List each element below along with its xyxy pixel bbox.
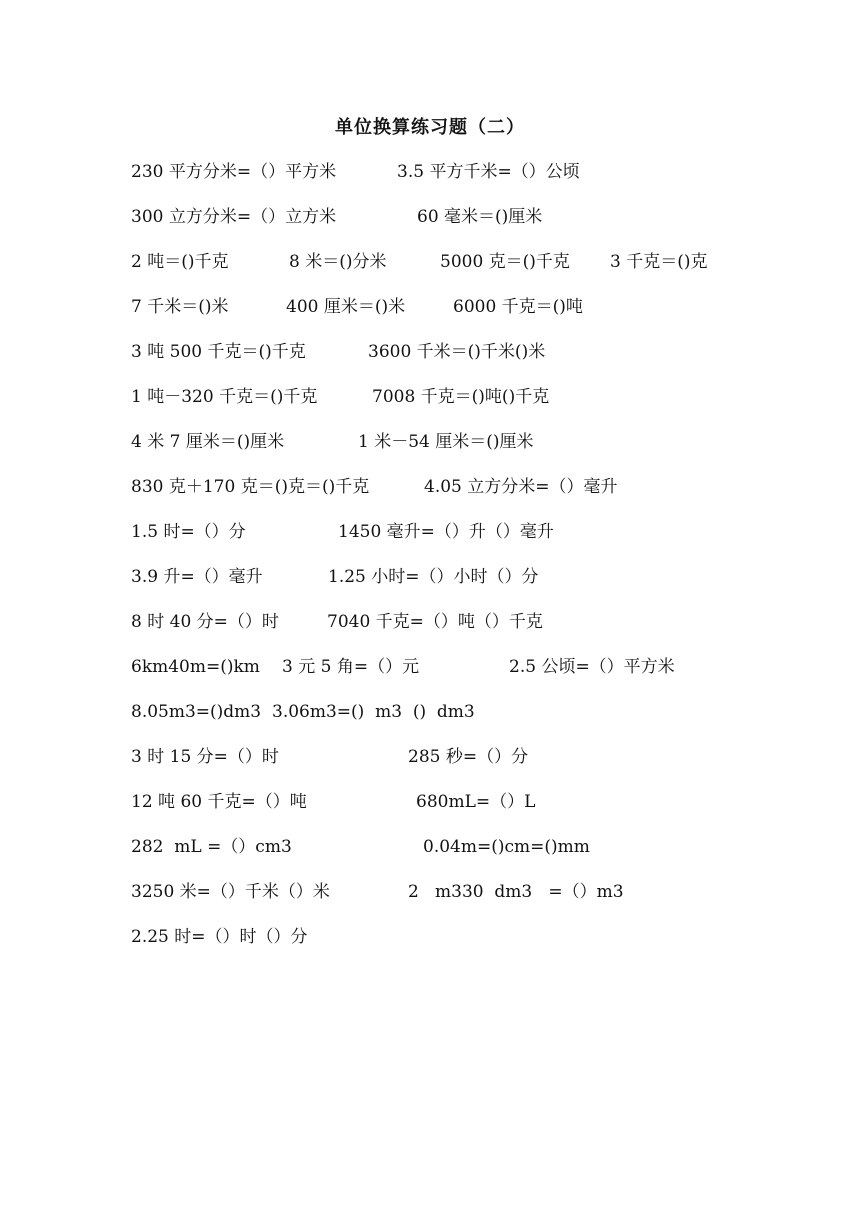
problem-item: 60 毫米＝()厘米	[417, 207, 543, 227]
problem-row	[131, 247, 811, 292]
problem-row	[131, 922, 811, 967]
problem-item: 1 米－54 厘米＝()厘米	[358, 432, 534, 452]
problem-item: 1.25 小时=（）小时（）分	[328, 567, 539, 587]
problem-row	[131, 787, 811, 832]
problem-item: 830 克＋170 克＝()克＝()千克	[131, 477, 370, 497]
problem-row	[131, 517, 811, 562]
problem-item: 1450 毫升=（）升（）毫升	[338, 522, 554, 542]
problem-item: 285 秒=（）分	[408, 747, 529, 767]
problem-item: 3.06m3=() m3 () dm3	[272, 702, 475, 722]
problem-row	[131, 472, 811, 517]
problem-item: 3600 千米＝()千米()米	[368, 342, 546, 362]
problem-item: 7 千米＝()米	[131, 297, 229, 317]
problem-item: 300 立方分米=（）立方米	[131, 207, 337, 227]
problem-item: 12 吨 60 千克=（）吨	[131, 792, 307, 812]
problem-item: 3 吨 500 千克＝()千克	[131, 342, 306, 362]
problem-item: 1.5 时=（）分	[131, 522, 246, 542]
problem-item: 5000 克＝()千克	[440, 252, 570, 272]
problem-item: 0.04m=()cm=()mm	[423, 837, 590, 857]
problem-item: 3.9 升=（）毫升	[131, 567, 263, 587]
problem-item: 8 时 40 分=（）时	[131, 612, 279, 632]
problem-item: 3 时 15 分=（）时	[131, 747, 279, 767]
problem-item: 230 平方分米=（）平方米	[131, 162, 337, 182]
problem-item: 4.05 立方分米=（）毫升	[424, 477, 618, 497]
problem-row	[131, 427, 811, 472]
problem-item: 7040 千克=（）吨（）千克	[327, 612, 543, 632]
problem-item: 3 元 5 角=（）元	[282, 657, 420, 677]
problem-item: 400 厘米＝()米	[286, 297, 406, 317]
worksheet-title: 单位换算练习题（二）	[335, 117, 525, 138]
problem-row	[131, 607, 811, 652]
problem-row	[131, 742, 811, 787]
problem-row	[131, 697, 811, 742]
problem-row	[131, 337, 811, 382]
problem-item: 2.25 时=（）时（）分	[131, 927, 308, 947]
problem-item: 2 m330 dm3 =（）m3	[408, 882, 624, 902]
problem-item: 6km40m=()km	[131, 657, 260, 677]
problem-item: 3 千克＝()克	[610, 252, 708, 272]
problem-row	[131, 832, 811, 877]
problem-row	[131, 562, 811, 607]
problem-item: 2 吨＝()千克	[131, 252, 229, 272]
problem-item: 2.5 公顷=（）平方米	[509, 657, 675, 677]
problem-row	[131, 382, 811, 427]
problem-item: 3250 米=（）千米（）米	[131, 882, 330, 902]
problem-item: 680mL=（）L	[416, 792, 536, 812]
problem-row	[131, 877, 811, 922]
problem-row	[131, 652, 811, 697]
problem-item: 1 吨－320 千克＝()千克	[131, 387, 318, 407]
problem-item: 8 米＝()分米	[289, 252, 387, 272]
problem-row	[131, 157, 811, 202]
problem-row	[131, 202, 811, 247]
problem-row	[131, 292, 811, 337]
problem-list	[131, 157, 811, 967]
problem-item: 4 米 7 厘米＝()厘米	[131, 432, 285, 452]
problem-item: 3.5 平方千米=（）公顷	[397, 162, 580, 182]
problem-item: 8.05m3=()dm3	[131, 702, 262, 722]
problem-item: 282 mL =（）cm3	[131, 837, 292, 857]
problem-item: 7008 千克＝()吨()千克	[372, 387, 550, 407]
problem-item: 6000 千克＝()吨	[453, 297, 583, 317]
